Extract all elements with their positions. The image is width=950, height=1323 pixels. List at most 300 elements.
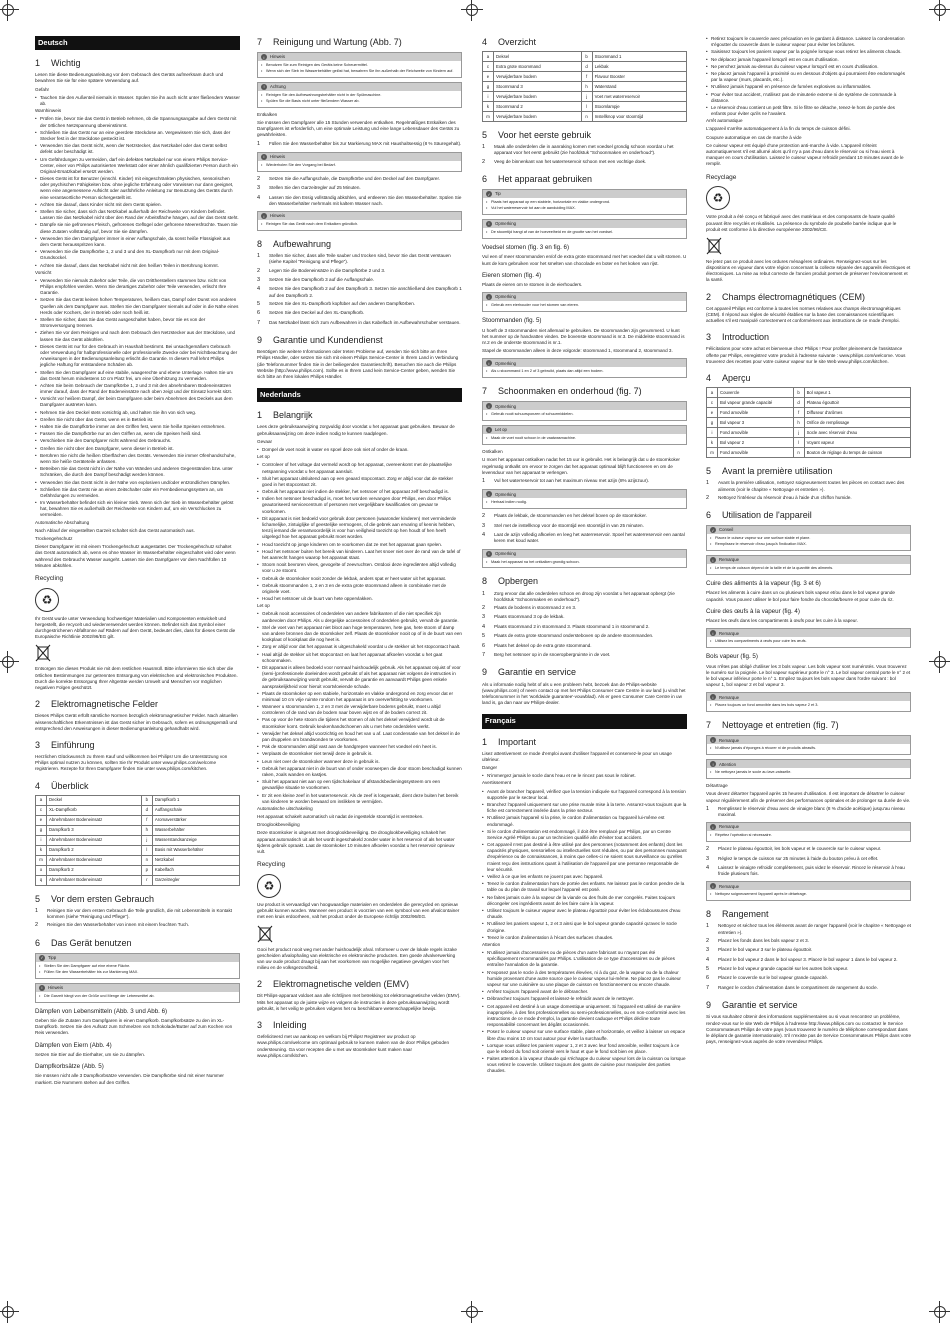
table-key: e — [707, 408, 718, 418]
paragraph: Plaats de eieren om te stomen in de eierhouders. — [482, 282, 583, 288]
crop-mark — [466, 1306, 478, 1318]
table-row — [36, 825, 240, 835]
table-key: b — [141, 795, 152, 805]
step: 2 Reinigen Sie den Wasserbehälter von innen mit einem feuchten Tuch. — [35, 922, 190, 929]
table-key: d — [141, 805, 152, 815]
table-cell: Auffangschale — [152, 805, 239, 815]
table-row — [483, 112, 687, 122]
section-heading: 6 Utilisation de l'appareil — [706, 510, 812, 521]
table-key: r — [141, 875, 152, 885]
table-cell: Waterstand — [592, 82, 686, 92]
section-heading: 9 Garantie und Kundendienst — [257, 335, 383, 346]
step: 4 Lassen Sie den Essig vollständig abkühlen, und entleeren Sie den Wasserbehälter. Spülen Sie den Wasserbehälter mehrmals mit kaltem Wasser nach. — [257, 194, 462, 206]
step: 3 Réglez le temps de cuisson sur 25 minutes à l'aide du bouton prévu à cet effet. — [706, 855, 879, 862]
bullet: • Setzen Sie das Gerät keinen hohen Temperaturen, heißem Gas, Dampf oder Dunst von anderen Quellen als dem Dampfgarer aus. Stellen Sie den Dampfgarer niemals auf oder in die Nähe eines Herds oder Kochers, der in Betrieb oder noch heiß ist. — [35, 297, 240, 316]
table-key: h — [793, 418, 804, 428]
step: 3 Stellen Sie den Garzeitregler auf 25 Minuten. — [257, 185, 361, 192]
crossed-bin-icon — [257, 925, 273, 943]
step: 4 Plaats stoommand 2 in stoommand 3. Plaats stoommand 1 in stoommand 2. — [482, 623, 650, 630]
bullet: • Verwenden Sie den Dampfgarer immer in einer Auffangschale, da sonst heiße Flüssigkeit aus dem Gerät herausspritzen kann. — [35, 236, 240, 248]
table-cell: Voet met waterreservoir — [592, 92, 686, 102]
paragraph: Gefeliciteerd met uw aankoop en welkom bij Philips! Registreer uw product op www.philips.com/welcome om optimaal gebruik te kunnen maken van de door Philips geboden ondersteuning. Ga voor recepten die u met uw stoomkoker kunt maken naar www.philips.com/kitchen. — [257, 1034, 450, 1058]
bullet: • Betreiben Sie das Gerät nicht in der Nähe von Wänden und anderen Gegenständen bzw. unter Schränken, die durch den Dampf beschädigt werden können. — [35, 466, 240, 478]
subheading: Eieren stomen (fig. 4) — [482, 271, 542, 279]
paragraph: Ce cuiseur vapeur est équipé d'une protection anti-marche à vide. L'appareil s'éteint automatiquement s'il est allumé alors qu'il n'y a pas d'eau dans le réservoir ou si l'eau vient à manquer en cours d'utilisation. Laissez le cuiseur vapeur refroidir pendant 10 minutes avant de le remplir. — [706, 142, 904, 167]
bullet: • Dieses Gerät ist für Benutzer (einschl. Kinder) mit eingeschränkten physischen, sensorischen oder psychischen Fähigkeiten bzw. ohne jegliche Erfahrung oder Vorwissen nur dann geeignet, wenn eine angemessene Aufsicht oder ausführliche Anleitung zur Benutzung des Geräts durch eine verantwortliche Person sichergestellt ist. — [35, 176, 240, 201]
bullet: • Avant de brancher l'appareil, vérifiez que la tension indiquée sur l'appareil correspond à la tension supportée par le secteur local. — [482, 789, 687, 801]
paragraph: Gooi het product nooit weg met ander huishoudelijk afval. Informeer u over de lokale regels inzake gescheiden afvalophaling van elektrische en elektronische producten. Een goede afvalverwerking van uw oude product draagt bij aan het voorkomen van mogelijke negatieve gevolgen voor het milieu en de volksgezondheid. — [257, 946, 457, 971]
subheading: Dämpfen von Lebensmitteln (Abb. 3 und Abb. 6) — [35, 1007, 168, 1015]
step: 1 Vul het waterreservoir tot aan het maximum niveau met azijn (8% azijnzuur). — [482, 477, 650, 484]
bullet: • Verwenden Sie das Gerät nicht, wenn der Netzstecker, das Netzkabel oder das Gerät selbst defekt oder beschädigt ist. — [35, 143, 240, 155]
table-row — [483, 82, 687, 92]
table-cell: Deksel — [494, 52, 582, 62]
info-icon: i — [710, 694, 716, 700]
table-key: k — [483, 102, 494, 112]
step: 3 Stel met de instellknop voor de stoomtijd een stoomtijd in van 25 minuten. — [482, 522, 644, 529]
subheading: Bols vapeur (fig. 5) — [706, 653, 758, 661]
bullet: • Nehmen Sie den Deckel stets vorsichtig ab, und halten Sie ihn von sich weg. — [35, 410, 240, 416]
table-cell: Instellknop voor stoomtijd — [592, 112, 686, 122]
table-key: l — [581, 102, 592, 112]
paragraph: Sie müssen den Dampfgarer alle 15 Stunden verwenden entkalken. Regelmäßiges Entkalken des Dampfgarers ist erforderlich, um eine optimale Leistung und eine lange Lebensdauer des Geräts zu gewährleisten. — [257, 120, 460, 138]
step: 4 Laissez le vinaigre refroidir complètement, puis videz le réservoir. Rincez le réservoir à l'eau froide plusieurs fois. — [706, 864, 905, 877]
table-key: e — [483, 72, 494, 82]
note-box: i Hinweis • Benutzen Sie zum Reinigen des Geräts keine Scheuermittel. • Wenn sich der Sieb im Wasserbehälter gelöst hat, bewahren Sie ihn außerhalb der Reichweite von Kindern auf. — [257, 52, 462, 78]
language-header: Deutsch — [35, 36, 240, 50]
section-heading: 2 Elektromagnetische velden (EMV) — [257, 979, 410, 990]
table-key: h — [581, 82, 592, 92]
paragraph: Félicitations pour votre achat et bienvenue chez Philips ! Pour profiter pleinement de l'assistance offerte par Philips, enregistrez votre produit à l'adresse suivante : www.philips.com/welcome. Vous trouverez des recettes pour votre cuiseur vapeur sur le site Web www.philips.com/kitchen. — [706, 346, 906, 364]
bullet: • Verwenden Sie das Gerät nicht in der Nähe von explosiven und/oder entzündlichen Dämpfen. — [35, 480, 240, 486]
bullet: • Verwijder het deksel altijd voorzichtig en houd het van u af. Laat condensatie van het deksel in de pan druppelen om brandwonden te voorkomen. — [257, 731, 462, 743]
paragraph: L'appareil s'arrête automatiquement à la fin du temps de cuisson défini. — [706, 126, 851, 132]
tip-icon: ✓ — [711, 527, 715, 533]
bullet: • Dit apparaat is niet bedoeld voor gebruik door personen (waaronder kinderen) met verminderde lichamelijke, zintuiglijke of geestelijke vermogens, of die gebrek aan ervaring of kennis hebben, tenzij iemand die verantwoordelijk is voor hun veiligheid toezicht op hen houdt of hen heeft uitgelegd hoe het apparaat gebruikt moet worden. — [257, 516, 462, 541]
recycling-heading: Recycling — [35, 574, 64, 582]
table-row — [707, 448, 911, 458]
table-key: a — [483, 52, 494, 62]
language-header: Nederlands — [257, 388, 462, 402]
bullet: • Vorsicht vor heißem Dampf, der beim Dampfgaren oder beim Abnehmen des Deckels aus dem Dampfgarer austreten kann. — [35, 396, 240, 408]
bullet: • Ne penchez jamais au-dessus du cuiseur vapeur lorsqu'il est en cours d'utilisation. — [706, 64, 911, 70]
paragraph: Dieser Dampfgarer ist mit einem Trockengehschutz ausgestattet. Der Trockengehschutz schaltet das Gerät automatisch ab, wenn es ohne Wasser im Wasserbehälter eingeschaltet wird oder wenn während des Gebrauchs Wasser ausgeht. Lassen Sie den Dampfgarer vor dem Nachfüllen 10 Minuten abkühlen. — [35, 544, 236, 568]
table-cell: Verwijderbare bodem — [494, 72, 582, 82]
step: 2 Plaats de bodems in stoommand 2 en 3. — [482, 604, 577, 611]
bullet: • Stellen Sie sicher, dass sich das Netzkabel außerhalb der Reichweite von Kindern befindet. Lassen Sie das Netzkabel nicht über den Rand der Arbeitsfläche hängen, auf der das Gerät steht. — [35, 209, 240, 221]
table-cell: Dampfkorb 2 — [47, 865, 142, 875]
bullet: • N'utilisez jamais d'accessoires ou de pièces d'un autre fabricant ou n'ayant pas été spécifiquement recommandés par Philips. L'utilisation de ce type d'accessoires ou de pièces entraîne l'annulation de la garantie. — [482, 950, 687, 969]
bullet: • Verwenden Sie die Dampfkörbe 1, 2 und 3 und den XL-Dampfkorb nur mit dem Original-Grundsockel. — [35, 249, 240, 261]
table-cell: Abnehmbarer Bodeneinsatz — [47, 835, 142, 845]
bullet: • Stellen Sie sicher, dass Sie das Gerät ausgeschaltet haben, bevor Sie es von der Stromversorgung trennen. — [35, 317, 240, 329]
table-key: a — [707, 388, 718, 398]
bullet: • Sluit het apparaat niet aan op een tijdschakelaar of afstandsbedieningssysteem om een gevaarlijke situatie te voorkomen. — [257, 779, 462, 791]
table-cell: Stoommand 2 — [494, 102, 582, 112]
bullet: • Si le cordon d'alimentation est endommagé, il doit être remplacé par Philips, par un Centre Service Agréé Philips ou par un technicien qualifié afin d'éviter tout accident. — [482, 829, 687, 841]
paragraph: Placez les aliments à cuire dans un ou plusieurs bols vapeur et/ou dans le bol vapeur grande capacité. Vous pouvez utiliser le bol pour faire fondre du chocolat/beurre et pour cuire du riz. — [706, 590, 895, 602]
tip-icon: ✓ — [40, 955, 44, 961]
bullet: • Lorsque vous utilisez les paniers vapeur 1, 2 et 3 avec leur fond amovible, veillez toujours à ce que le rebord du fond soit orienté vers le haut et que le fond soit bien en place. — [482, 1043, 687, 1055]
warning-box: ! Achtung • Reinigen Sie den Aufbewahrungsbehälter nicht in der Spülmaschine. • Spülen Sie die Basis nicht unter fließendem Wasser ab. — [257, 82, 462, 108]
info-icon: i — [710, 557, 716, 563]
bullet: • Sluit het apparaat uitsluitend aan op een geaard stopcontact. Zorg er altijd voor dat de stekker goed in het stopcontact zit. — [257, 476, 462, 488]
overview-table — [482, 51, 687, 122]
note-box: i Hinweis • Reinigen Sie das Gerät nach dem Entkalken gründlich. — [257, 211, 462, 231]
subheading: Dampfkorbsätze (Abb. 5) — [35, 1063, 104, 1071]
table-key: d — [581, 62, 592, 72]
section-heading: 5 Voor het eerste gebruik — [482, 130, 592, 141]
note-box: i Remarque • Nettoyez soigneusement l'appareil après le détartrage. — [706, 881, 911, 901]
crossed-bin-icon — [706, 237, 722, 255]
bullet: • Zorg er altijd voor dat het apparaat is uitgeschakeld voordat u de stekker uit het stopcontact haalt. — [257, 644, 462, 650]
table-cell: Flavour Booster — [592, 72, 686, 82]
warning-icon: ! — [486, 427, 492, 433]
recycle-icon: ♻ — [257, 874, 281, 898]
table-key: g — [707, 418, 718, 428]
section-heading: 5 Avant la première utilisation — [706, 466, 833, 477]
info-icon: i — [261, 213, 267, 219]
bullet: • Berühren Sie nicht die heißen Oberflächen des Geräts. Verwenden Sie immer Ofenhandschuhe, wenn Sie heiße Geräteteile anfassen. — [35, 453, 240, 465]
table-key: o — [36, 865, 47, 875]
table-key: c — [483, 62, 494, 72]
paragraph: U moet het apparaat ontkalken nadat het 15 uur is gebruikt. Het is belangrijk dat u de stoomkoker regelmatig ontkalkt om ervoor te zorgen dat het apparaat optimaal blijft functioneren en om de levensduur van het apparaat te verlengen. — [482, 457, 680, 475]
bullet: • Pak de stoommanden altijd vast aan de handgrepen wanneer het voedsel erin heet is. — [257, 744, 462, 750]
bullet: • N'exposez pas le socle à des températures élevées, ni à du gaz, de la vapeur ou de la chaleur humide provenant d'une autre source que le cuiseur vapeur lui-même. Ne placez pas le cuiseur vapeur sur une cuisinière ou une plaque de cuisson en fonctionnement ou encore chaude. — [482, 970, 687, 989]
info-icon: i — [710, 824, 716, 830]
table-key: a — [36, 795, 47, 805]
table-cell: Couvercle — [718, 388, 794, 398]
table-key: b — [793, 388, 804, 398]
table-row — [36, 795, 240, 805]
table-cell: Netzkabel — [152, 855, 239, 865]
paragraph: Herzlichen Glückwunsch zu Ihrem Kauf und willkommen bei Philips! Um die Unterstützung von Philips optimal nutzen zu können, sollten Sie Ihr Produkt unter www.philips.com/welcome registrieren. Rezepte für Ihren Dampfgarer finden Sie unter www.philips.com/kitchen. — [35, 754, 228, 772]
subheading: Let op — [257, 454, 270, 460]
table-key: e — [36, 815, 47, 825]
paragraph: U hoeft de 3 stoommanden niet allemaal te gebruiken. De stoommanden zijn genummerd. U kunt het nummer op de handvatten vinden. De bovenste stoommand is nr.3. De middelste stoommand is nr.2 en de onderste stoommand is nr.1. — [482, 327, 685, 345]
table-cell: Diffuseur d'arômes — [804, 408, 910, 418]
bullet: • Achten Sie beim Gebrauch der Dampfkörbe 1, 2 und 3 mit den abnehmbaren Bodeneinsätzen immer darauf, dass der Rand der Bodeneinsätze nach oben zeigt und der Einsatz korrekt sitzt. — [35, 383, 240, 395]
table-key: f — [581, 72, 592, 82]
section-heading: 3 Introduction — [706, 332, 770, 343]
bullet: • Houd toezicht op jonge kinderen om te voorkomen dat ze met het apparaat gaan spelen. — [257, 542, 462, 548]
table-row — [36, 855, 240, 865]
step: 1 Stellen Sie sicher, dass alle Teile sauber und trocken sind, bevor Sie das Gerät verstauen (siehe Kapitel "Reinigung und Pflege"). — [257, 253, 451, 265]
bullet: • Leun niet over de stoomkoker wanneer deze in gebruik is. — [257, 759, 462, 765]
table-cell: Bol vapeur 2 — [718, 438, 794, 448]
table-key: c — [707, 398, 718, 408]
paragraph: Lesen Sie diese Bedienungsanleitung vor dem Gebrauch des Geräts aufmerksam durch und bewahren Sie sie für eine spätere Verwendung auf. — [35, 72, 224, 84]
table-cell: Deckel — [47, 795, 142, 805]
table-row — [483, 102, 687, 112]
bullet: • Verwenden Sie niemals Zubehör oder Teile, die von Drittherstellern stammen bzw. nicht von Philips empfohlen werden. Wenn Sie derartiges Zubehör oder Teile verwenden, erlischt Ihre Garantie. — [35, 278, 240, 297]
table-cell: Stoomlampje — [592, 102, 686, 112]
bullet: • Cet appareil est destiné à un usage domestique uniquement. Si l'appareil est utilisé de manière inappropriée, à des fins professionnelles ou semi-professionnelles, ou en non-conformité avec les instructions de ce mode d'emploi, la garantie devient caduque et Philips décline toute responsabilité concernant les dégâts occasionnés. — [482, 1004, 687, 1029]
bullet: • Arrêtez toujours l'appareil avant de le débrancher. — [482, 989, 687, 995]
bullet: • Dit apparaat is alleen bedoeld voor normaal huishoudelijk gebruik. Als het apparaat onjuist of voor (semi-)professionele doeleinden wordt gebruikt of als het apparaat niet volgens de instructies in de gebruiksaanwijzing wordt gebruikt, vervalt de garantie en aanvaardt Philips geen enkele aansprakelijkheid voor hieruit voortvloeiende schade. — [257, 665, 462, 690]
bullet: • Prüfen Sie, bevor Sie das Gerät in Betrieb nehmen, ob die Spannungsangabe auf dem Gerät mit der örtlichen Netzspannung übereinstimmt. — [35, 116, 240, 128]
paragraph: Stapel de stoommanden alleen in deze volgorde: stoommand 1, stoommand 2, stoommand 3. — [482, 348, 673, 354]
table-row — [483, 62, 687, 72]
bullet: • Halten Sie die Dampfkörbe immer an den Griffen fest, wenn Sie heiße Speisen entnehmen. — [35, 424, 240, 430]
table-cell: Abnehmbarer Bodeneinsatz — [47, 815, 142, 825]
table-row — [36, 815, 240, 825]
bullet: • Gebruik de stoomkoker nooit zonder de lekbak, anders spat er heet water uit het apparaat. — [257, 576, 462, 582]
step: 1 Reinigen Sie vor dem ersten Gebrauch die Teile gründlich, die mit Lebensmitteln in Kontakt kommen (siehe "Reinigung und Pflege"). — [35, 907, 233, 920]
table-cell: Basis mit Wasserbehälter — [152, 845, 239, 855]
section-heading: 1 Wichtig — [35, 58, 81, 69]
info-icon: i — [710, 737, 716, 743]
crop-mark — [934, 4, 946, 16]
table-cell: Wasserbehälter — [152, 825, 239, 835]
table-cell: Socle avec réservoir d'eau — [804, 428, 910, 438]
table-row — [707, 388, 911, 398]
info-icon: i — [261, 54, 267, 60]
bullet: • Fassen Sie die Dampfkörbe nur an den Griffen an, wenn die Speisen heiß sind. — [35, 431, 240, 437]
bullet: • Houd het netsnoer buiten het bereik van kinderen. Laat het snoer niet over de rand van de tafel of het aanrecht hangen waarop het apparaat staat. — [257, 549, 462, 561]
bullet: • Pour éviter tout accident, n'utilisez pas de minuterie externe ni de système de commande à distance. — [706, 92, 911, 104]
step: 4 Setzen Sie den Dampfkorb 2 auf den Dampfkorb 3. Setzen Sie anschließend den Dampfkorb 1 auf den Dampfkorb 2. — [257, 286, 462, 298]
section-heading: 3 Einführung — [35, 739, 95, 750]
table-row — [36, 865, 240, 875]
caution-list — [257, 611, 462, 804]
column-french — [706, 36, 911, 1306]
section-heading: 1 Important — [482, 736, 537, 747]
note-box: i Remarque • Placez toujours un fond amovible dans les bols vapeur 2 et 3. — [706, 692, 911, 712]
note-box: i Opmerking • Gebruik een eierhouder voor het stomen van eieren. — [482, 292, 687, 312]
subheading: Coupure automatique en cas de marche à vide — [706, 134, 802, 140]
table-cell: Verwijderbare bodem — [494, 92, 582, 102]
bullet: • Ne déplacez jamais l'appareil lorsqu'il est en cours d'utilisation. — [706, 57, 911, 63]
table-key: m — [707, 448, 718, 458]
bullet: • Stellen Sie den Dampfgarer auf eine stabile, waagerechte und ebene Unterlage. Halten Sie um das Gerät herum mindestens 10 cm Platz frei, um eine Überhitzung zu vermeiden. — [35, 370, 240, 382]
table-cell: Wasserstandsanzeige — [152, 835, 239, 845]
step: 1 Zorg ervoor dat alle onderdelen schoon en droog zijn voordat u het apparaat opbergt (zie hoofdstuk "Schoonmaken en onderhoud"). — [482, 590, 675, 602]
bullet: • Indien het netsnoer beschadigd is, moet het worden vervangen door Philips, een door Philips geautoriseerd servicecentrum of personen met vergelijkbare kwalificaties om gevaar te voorkomen. — [257, 496, 462, 515]
tip-box: ✓ Conseil • Placez le cuiseur vapeur sur une surface stable et plane. • Remplissez le réservoir d'eau jusqu'à l'indication MAX. — [706, 525, 911, 551]
subheading: Vorsicht — [35, 269, 52, 275]
paragraph: Entsorgen Sie dieses Produkt nie mit dem restlichen Hausmüll. Bitte informieren Sie sich über die örtlichen Bestimmungen zur getrennten Entsorgung von elektrischen und elektronischen Produkten. Durch die korrekte Entsorgung Ihrer Altgeräte werden Umwelt und Menschen vor möglichen negativen Folgen geschützt. — [35, 666, 238, 691]
paragraph: Si vous souhaitez obtenir des informations supplémentaires ou si vous rencontrez un problème, rendez-vous sur le site Web de Philips à l'adresse http://www.philips.com ou contactez le Service Consommateurs Philips de votre pays (vous trouverez le numéro de téléphone correspondant dans le dépliant de garantie internationale). S'il n'existe pas de Service Consommateurs Philips dans votre pays, renseignez-vous auprès de votre revendeur Philips. — [706, 1014, 911, 1045]
table-key: j — [141, 835, 152, 845]
bullet: • Er zit een kleine zeef in het waterreservoir. Als de zeef is losgeraakt, dient deze buiten het bereik van kinderen te worden bewaard om inslikken te vermijden. — [257, 793, 462, 805]
bullet: • Cet appareil n'est pas destiné à être utilisé par des personnes (notamment des enfants) dont les capacités physiques, sensorielles ou intellectuelles sont réduites, ou par des personnes manquant d'expérience ou de connaissances, à moins que celles-ci ne soient sous surveillance ou qu'elles n'aient reçu des instructions quant à l'utilisation de l'appareil par une personne responsable de leur sécurité. — [482, 842, 687, 873]
table-key: f — [141, 815, 152, 825]
section-heading: 6 Het apparaat gebruiken — [482, 174, 593, 185]
step: 2 Nettoyez l'intérieur du réservoir d'eau à l'aide d'un chiffon humide. — [706, 494, 852, 501]
table-key: i — [483, 92, 494, 102]
table-cell: Bol vapeur 3 — [718, 418, 794, 428]
subheading: Danger — [482, 765, 498, 771]
bullet: • Tenez le cordon d'alimentation à l'écart des surfaces chaudes. — [482, 935, 687, 941]
table-cell: Stoommand 3 — [494, 82, 582, 92]
table-row — [36, 845, 240, 855]
subheading: Gevaar — [257, 438, 273, 444]
overview-table — [706, 387, 911, 458]
section-heading: 7 Schoonmaken en onderhoud (fig. 7) — [482, 386, 642, 397]
bullet: • Greifen Sie nicht über das Gerät, wenn es in Betrieb ist. — [35, 417, 240, 423]
bullet: • Achten Sie darauf, dass Kinder nicht mit dem Gerät spielen. — [35, 202, 240, 208]
table-row — [483, 92, 687, 102]
step: 1 Remplissez le réservoir d'eau avec de vinaigre blanc (8 % d'acide acétique) jusqu'au niveau maximal. — [706, 805, 905, 817]
recycling-heading: Recyclage — [706, 173, 737, 181]
bullet: • Im Wasserbehälter befindet sich ein kleiner Sieb. Wenn sich der Sieb im Wasserbehälter gelöst hat, bewahren Sie es außerhalb der Reichweite von Kindern auf, um ein Verschlucken zu vermeiden. — [35, 500, 240, 519]
subheading: Stoommanden (fig. 5) — [482, 317, 542, 325]
bullet: • Gebruik het apparaat niet indien de stekker, het netsnoer of het apparaat zelf beschadigd is. — [257, 489, 462, 495]
section-heading: 3 Inleiding — [257, 1020, 307, 1030]
table-cell: Plateau égouttoir — [804, 398, 910, 408]
table-key: h — [141, 825, 152, 835]
note-box: i Remarque • Le temps de cuisson dépend de la taille et de la quantité des aliments. — [706, 555, 911, 575]
step: 2 Placez le plateau égouttoir, les bols vapeur et le couvercle sur le cuiseur vapeur. — [706, 846, 882, 853]
table-row — [36, 875, 240, 885]
step: 4 Laat de azijn volledig afkoelen en leeg het waterreservoir. Spoel het waterreservoir een aantal keren met koud water. — [482, 532, 685, 544]
paragraph: Dit Philips-apparaat voldoet aan alle richtlijnen met betrekking tot elektromagnetische velden (EMV). Mits het apparaat op de juiste wijze en volgens de instructies in deze gebruiksaanwijzing wordt gebruikt, is het veilig te gebruiken volgens het nu beschikbare wetenschappelijke bewijs. — [257, 993, 461, 1011]
note-box: i Remarque • Répétez l'opération si nécessaire. — [706, 822, 911, 842]
bullet: • Greifen Sie nicht über den Dampfgarer, wenn dieser in Betrieb ist. — [35, 446, 240, 452]
bullet: • Le réservoir d'eau contient un petit filtre. Si le filtre se détache, tenez-le hors de portée des enfants pour éviter qu'ils ne l'avalent. — [706, 105, 911, 117]
table-key: i — [707, 428, 718, 438]
overview-table — [35, 795, 240, 886]
caution-list — [35, 278, 240, 519]
note-box: i Remarque • Utilisez les compartiments à œufs pour cuire les œufs. — [706, 628, 911, 648]
paragraph: Als u informatie nodig hebt of als u een probleem hebt, bezoek dan de Philips-website (www.philips.com) of neem contact op met het Philips Consumer Care Centre in uw land (u vindt het telefoonnummer in het 'worldwide guarantee'-vouwblad). Als er geen Consumer Care Centre in uw land is, ga dan naar uw Philips-dealer. — [482, 681, 686, 706]
tip-icon: ✓ — [487, 191, 491, 197]
step: 2 Legen Sie die Bodeneinsätze in die Dampfkörbe 2 und 3. — [257, 267, 386, 274]
note-box: i Opmerking • De stoomtijd hangt af van de hoeveelheid en de grootte van het voedsel. — [482, 219, 687, 239]
table-key: n — [141, 855, 152, 865]
section-heading: 7 Reinigung und Wartung (Abb. 7) — [257, 37, 402, 47]
paragraph: Lisez attentivement ce mode d'emploi avant d'utiliser l'appareil et conservez-le pour un usage ultérieur. — [482, 750, 672, 762]
table-cell: Fond amovible — [718, 448, 794, 458]
warning-list — [482, 789, 687, 941]
paragraph: Uw product is vervaardigd van hoogwaardige materialen en onderdelen die gerecycled en opnieuw gebruikt kunnen worden. Wanneer een product is voorzien van een symbool van een afvalcontainer met een kruis erdoorheen, valt het product onder de Europese richtlijn 2002/96/EG. — [257, 901, 460, 920]
info-icon: i — [486, 294, 492, 300]
recycling-heading: Recycling — [257, 861, 286, 869]
subheading: Entkalken — [257, 111, 278, 117]
section-heading: 5 Vor dem ersten Gebrauch — [35, 893, 155, 904]
paragraph: Geben Sie die Zutaten zum Dampfgaren in einen Dampfkorb. Dampfkorbsätze zu den im XL-Dampfkorb. Setzen Sie den Aufsatz zum Schmelzen von Schokolade/Butter auf zum Kochen von Reis verwenden. — [35, 1017, 233, 1036]
language-header: Français — [482, 714, 687, 728]
table-cell: Abnehmbarer Bodeneinsatz — [47, 875, 142, 885]
table-key: f — [793, 408, 804, 418]
step: 1 Füllen Sie den Wasserbehälter bis zur Markierung MAX mit Haushaltsessig (8 % Säuregehalt). — [257, 140, 462, 147]
bullet: • Haal altijd de stekker uit het stopcontact en laat het apparaat afkoelen voordat u het gaat schoonmaken. — [257, 652, 462, 664]
step: 6 Setzen Sie den Deckel auf den XL-Dampfkorb. — [257, 310, 365, 317]
table-row — [483, 52, 687, 62]
warning-box: ! Attention • Ne nettoyez jamais le socle au lave-vaisselle. — [706, 759, 911, 779]
subheading: Détartrage — [706, 783, 728, 789]
bullet: • Faites attention à la vapeur chaude qui s'échappe du cuiseur vapeur lors de la cuisson ou lorsque vous retirez le couvercle. Utilisez toujours des gants de cuisine pour manipuler des parties chaudes. — [482, 1056, 687, 1075]
table-row — [707, 418, 911, 428]
bullet: • Gebruik stoommanden 1, 2 en 3 en de extra grote stoommand alleen in combinatie met de originele voet. — [257, 583, 462, 595]
paragraph: Het apparaat schakelt automatisch uit nadat de ingestelde stoomtijd is verstreken. — [257, 814, 424, 820]
table-cell: Stoommand 1 — [592, 52, 686, 62]
paragraph: Vous devez détartrer l'appareil après 15 heures d'utilisation. Il est important de détartrer le cuiseur vapeur régulièrement afin de préserver des performances optimales et de prolonger sa durée de vie. — [706, 791, 911, 803]
section-heading: 4 Überblick — [35, 780, 89, 791]
column-dutch-french — [482, 36, 687, 1306]
bullet: • N'utilisez jamais l'appareil en présence de fumées explosives ou inflammables. — [706, 84, 911, 90]
recycle-icon: ♻ — [706, 186, 730, 210]
bullet: • Gebruik het apparaat niet in de buurt van of onder voorwerpen die door stoom beschadigd kunnen raken, zoals wanden en kastjes. — [257, 766, 462, 778]
bullet: • Tenez le cordon d'alimentation hors de portée des enfants. Ne laissez pas le cordon pendre de la table ou du plan de travail sur lequel l'appareil est posé. — [482, 881, 687, 893]
step: 2 Veeg de binnenkant van het waterreservoir schoon met een vochtige doek. — [482, 158, 647, 165]
step: 1 Nettoyez et séchez tous les éléments avant de ranger l'appareil (voir le chapitre « Nettoyage et entretien »). — [706, 923, 911, 935]
info-icon: i — [710, 630, 716, 636]
bullet: • Um Gefährdungen zu vermeiden, darf ein defektes Netzkabel nur von einem Philips Service-Center, einer von Philips autorisierten Werkstatt oder einer ähnlich qualifizierten Person durch ein Original-Ersatzkabel ersetzt werden. — [35, 157, 240, 176]
crop-mark — [466, 4, 478, 16]
note-box: i Opmerking • Herhaal indien nodig. — [482, 489, 687, 509]
table-row — [483, 72, 687, 82]
section-heading: 7 Nettoyage et entretien (fig. 7) — [706, 720, 839, 731]
subheading: Arrêt automatique — [706, 118, 743, 124]
section-heading: 8 Aufbewahrung — [257, 239, 332, 250]
subheading: Trockengehschutz — [35, 536, 73, 542]
bullet: • Débranchez toujours l'appareil et laissez-le refroidir avant de le nettoyer. — [482, 996, 687, 1002]
paragraph: Cet appareil Philips est conforme à toutes les normes relatives aux champs électromagnétiques (CEM). Il répond aux règles de sécurité établies sur la base des connaissances scientifiques actuelles s'il est manipulé correctement et conformément aux instructions de ce mode d'emploi. — [706, 305, 901, 324]
step: 7 Berg het netsnoer op in de snoeropbergruimte in de voet. — [482, 652, 611, 659]
warning-list — [35, 116, 240, 268]
table-cell: Orifice de remplissage — [804, 418, 910, 428]
bullet: • Tauchen Sie den Außenteil niemals in Wasser. Spülen Sie ihn auch nicht unter fließendem Wasser ab. — [35, 95, 240, 107]
bullet: • Veillez à ce que les enfants ne jouent pas avec l'appareil. — [482, 874, 687, 880]
step: 5 Plaats de extra grote stoommand ondersteboven op de andere stoommanden. — [482, 633, 654, 640]
section-heading: 6 Das Gerät benutzen — [35, 937, 132, 948]
bullet: • Saisissez toujours les paniers vapeur par la poignée lorsque vous retirez les aliments chauds. — [706, 49, 911, 55]
table-key: n — [581, 112, 592, 122]
table-row — [36, 835, 240, 845]
table-key: q — [36, 875, 47, 885]
bullet: • Gebruik nooit accessoires of onderdelen van andere fabrikanten of die niet specifiek zijn aanbevolen door Philips. Als u dergelijke accessoires of onderdelen gebruikt, vervalt de garantie. — [257, 611, 462, 623]
subheading: Voedsel stomen (fig. 3 en fig. 6) — [482, 243, 570, 251]
section-heading: 8 Opbergen — [482, 576, 539, 587]
section-heading: 4 Aperçu — [706, 373, 751, 384]
step: 6 Placez le couvercle sur le bol vapeur grande capacité. — [706, 975, 829, 982]
paragraph: Benötigen Sie weitere Informationen oder treten Probleme auf, wenden Sie sich bitte an Ihren Philips Händler, oder setzen Sie sich mit einem Philips Service-Center in Ihrem Land in Verbindung (die Telefonnummer finden Sie in der beiliegenden Garantieschrift). Besuchen Sie auch die Philips Website (http://www.philips.com). Sollte es in Ihrem Land kein Service-Center geben, wenden Sie sich bitte an Ihren lokalen Philips Händler. — [257, 349, 459, 379]
info-icon: i — [486, 403, 492, 409]
bullet: • Dompel de voet nooit in water en spoel deze ook niet af onder de kraan. — [257, 447, 462, 453]
section-heading: 2 Elektromagnetische Felder — [35, 699, 159, 710]
step: 3 Placez le bol vapeur 3 sur le plateau égouttoir. — [706, 947, 813, 954]
warning-icon: ! — [710, 761, 716, 767]
note-box: i Remarque • N'utilisez jamais d'éponges à récurer ni de produits abrasifs. — [706, 735, 911, 755]
table-cell: Voyant vapeur — [804, 438, 910, 448]
paragraph: Ihr Gerät wurde unter Verwendung hochwertiger Materialien und Komponenten entwickelt und hergestellt, die recycelt und wiederverwendet werden können. Befindet sich das Symbol einer durchgestrichenen Abfalltonne auf Rädern auf dem Gerät, bedeutet dies, dass für dieses Gerät die Europäische Richtlinie 2002/96/EG gilt. — [35, 615, 236, 640]
bullet: • Schließen Sie das Gerät nie an einen Zeitschalter oder ein Fernbedienungssystem an, um Gefährdungen zu vermeiden. — [35, 487, 240, 499]
table-cell: Bol vapeur grande capacité — [718, 398, 794, 408]
tip-box: ✓ Tipp • Stellen Sie den Dampfgarer auf eine ebene Fläche. • Füllen Sie den Wasserbehälter bis zur Markierung MAX. — [35, 953, 240, 979]
bullet: • Ziehen Sie vor dem Reinigen und nach dem Gebrauch den Netzstecker aus der Steckdose, und lassen Sie das Gerät abkühlen. — [35, 330, 240, 342]
bullet: • Dieses Gerät ist nur für den Gebrauch im Haushalt bestimmt. Bei unsachgemäßem Gebrauch oder Verwendung für halbprofessionelle oder professionelle Zwecke oder bei Nichtbeachtung der Anweisungen in der Bedienungsanleitung erlischt die Garantie. In diesem Fall lehnt Philips jegliche Haftung für entstandene Schäden ab. — [35, 344, 240, 369]
step: 1 Avant la première utilisation, nettoyez soigneusement toutes les pièces en contact avec des aliments (voir le chapitre « Nettoyage et entretien »). — [706, 480, 905, 492]
caution-list — [706, 36, 911, 117]
paragraph: Votre produit a été conçu et fabriqué avec des matériaux et des composants de haute qualité pouvant être recyclés et réutilisés. La présence du symbole de poubelle barrée indique que le produit est conforme à la directive européenne 2002/96/CE. — [706, 214, 897, 232]
bullet: • Schließen Sie das Gerät nur an eine geerdete Steckdose an. Vergewissern Sie sich, dass der Stecker fest in der Steckdose gesteckt ist. — [35, 130, 240, 142]
paragraph: Placez les œufs dans les compartiments à œufs pour les cuire à la vapeur. — [706, 618, 858, 624]
subheading: Cuire des œufs à la vapeur (fig. 4) — [706, 607, 800, 615]
bullet: • N'immergez jamais le socle dans l'eau et ne le rincez pas sous le robinet. — [482, 773, 687, 779]
bullet: • Achten Sie darauf, dass das Netzkabel nicht mit den heißen Teilen in Berührung kommt. — [35, 263, 240, 269]
bullet: • Controleer of het voltage dat vermeld wordt op het apparaat, overeenkomt met de plaatselijke netspanning voordat u het apparaat aansluit. — [257, 462, 462, 474]
subheading: Warnhinweis — [35, 108, 62, 114]
subheading: Ontkalken — [482, 449, 503, 455]
table-cell: Lekbak — [592, 62, 686, 72]
table-cell: Verwijderbare bodem — [494, 112, 582, 122]
table-cell: Aromaverstärker — [152, 815, 239, 825]
subheading: Dämpfen von Eiern (Abb. 4) — [35, 1041, 112, 1049]
step: 4 Placez le bol vapeur 2 dans le bol vapeur 3. Placez le bol vapeur 1 dans le bol vapeur 2. — [706, 956, 898, 963]
table-key: d — [793, 398, 804, 408]
